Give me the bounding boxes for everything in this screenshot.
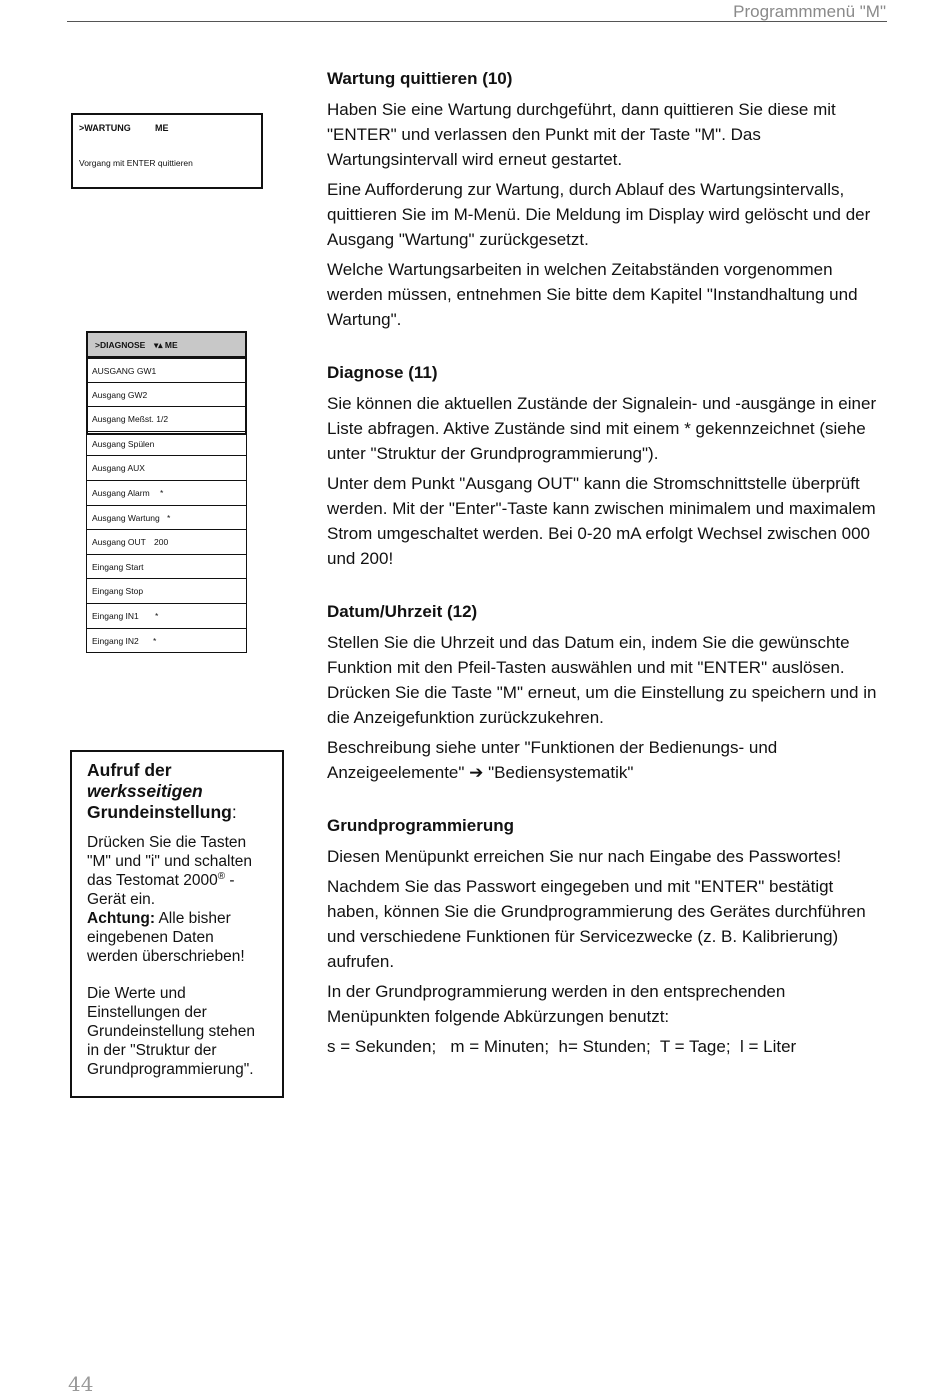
- list-item: [86, 383, 247, 408]
- list-item-label: Ausgang GW2: [92, 389, 148, 400]
- paragraph: Haben Sie eine Wartung durchgeführt, dann quittieren Sie diese mit "ENTER" und verlassen den Punkt mit der Taste "M". Das Wartungsintervall wird erneut gestartet.: [327, 100, 836, 169]
- section-wartung: [327, 66, 887, 332]
- infobox-title-part1: Aufruf der: [87, 760, 172, 780]
- section-heading: Diagnose (11): [327, 363, 438, 382]
- list-item-label: Ausgang OUT: [92, 537, 146, 548]
- list-item-mark: *: [160, 487, 164, 498]
- infobox-para1-text2: - Gerät ein.: [87, 872, 235, 908]
- list-item-label: Ausgang AUX: [92, 463, 145, 474]
- infobox-title-part2: Grundeinstellung: [87, 802, 232, 822]
- list-item-label: Ausgang Wartung: [92, 512, 160, 523]
- paragraph: Welche Wartungsarbeiten in welchen Zeitabständen vorgenommen werden müssen, entnehmen Sie bitte dem Kapitel "Instandhaltung und Wartung".: [327, 260, 858, 329]
- paragraph-text: Beschreibung siehe unter "Funktionen der Bedienungs- und Anzeigeelemente": [327, 738, 778, 782]
- list-item-mark: *: [153, 635, 157, 646]
- paragraph: Eine Aufforderung zur Wartung, durch Ablauf des Wartungsintervalls, quittieren Sie im M-Menü. Die Meldung im Display wird gelöscht und der Ausgang "Wartung" zurückgesetzt.: [327, 180, 871, 249]
- list-item-label: Eingang Start: [92, 561, 144, 572]
- paragraph: s = Sekunden; m = Minuten; h= Stunden; T = Tage; l = Liter: [327, 1037, 797, 1056]
- section-diagnose: [327, 360, 887, 571]
- lcd-diagnose-list: [86, 331, 247, 653]
- list-item-label: AUSGANG GW1: [92, 366, 157, 376]
- paragraph: Diesen Menüpunkt erreichen Sie nur nach Eingabe des Passwortes!: [327, 847, 842, 866]
- list-item: [86, 358, 247, 383]
- section-datum: [327, 599, 887, 785]
- list-item: [86, 555, 247, 580]
- list-item-label: Ausgang Alarm: [92, 487, 150, 498]
- infobox-title: [87, 760, 268, 823]
- paragraph: [327, 735, 887, 785]
- paragraph: In der Grundprogrammierung werden in den entsprechenden Menüpunkten folgende Abkürzungen benutzt:: [327, 982, 786, 1026]
- list-item-label: Ausgang Spülen: [92, 438, 155, 449]
- list-item: [86, 530, 247, 555]
- header-rule: [67, 21, 887, 22]
- list-item: [86, 481, 247, 506]
- lcd-diagnose-header-me: ▾▴ ME: [154, 340, 178, 350]
- section-grundprogrammierung: [327, 813, 887, 1059]
- list-item: [86, 629, 247, 654]
- lcd-wartung-me: ME: [155, 123, 169, 133]
- factory-reset-infobox: [70, 750, 284, 1098]
- list-item: [86, 456, 247, 481]
- list-item-label: Eingang IN2: [92, 635, 139, 646]
- lcd-wartung-display: [71, 113, 263, 189]
- lcd-diagnose-header: [86, 331, 247, 358]
- lcd-wartung-line2: Vorgang mit ENTER quittieren: [79, 158, 193, 168]
- main-text-column: [327, 66, 887, 1087]
- section-heading: Datum/Uhrzeit (12): [327, 602, 478, 621]
- lcd-wartung-line1: [79, 123, 169, 133]
- header-title: Programmmenü "M": [733, 2, 886, 21]
- infobox-warning: [87, 909, 268, 966]
- registered-mark: ®: [217, 870, 226, 882]
- lcd-wartung-label: >WARTUNG: [79, 123, 131, 133]
- infobox-warning-text: Alle bisher eingebenen Daten werden überschrieben!: [87, 910, 245, 965]
- list-item: [86, 604, 247, 629]
- list-item: [86, 579, 247, 604]
- infobox-para1-text: Drücken Sie die Tasten "M" und "i" und schalten das Testomat 2000: [87, 834, 253, 889]
- lcd-diagnose-header-label: >DIAGNOSE: [95, 340, 146, 350]
- list-item-label: Ausgang Meßst. 1/2: [92, 414, 169, 425]
- list-item-label: Eingang IN1: [92, 610, 139, 621]
- list-item-mark: *: [167, 512, 171, 523]
- paragraph: Stellen Sie die Uhrzeit und das Datum ein, indem Sie die gewünschte Funktion mit den Pfeil-Tasten auswählen und mit "ENTER" auslösen. Drücken Sie die Taste "M" erneut, um die Einstellung zu speichern und in die Anzeigefunktion zurückzukehren.: [327, 633, 877, 727]
- paragraph: Sie können die aktuellen Zustände der Signalein- und -ausgänge in einer Liste abfragen. Aktive Zustände sind mit einem * gekennzeichnet (siehe unter "Struktur der Grundprogrammierung").: [327, 394, 877, 463]
- list-item: [86, 432, 247, 457]
- infobox-title-italic: werksseitigen: [87, 781, 203, 801]
- list-item: [86, 407, 247, 432]
- paragraph-text: "Bediensystematik": [483, 763, 634, 782]
- infobox-warning-label: Achtung:: [87, 910, 156, 927]
- arrow-right-icon: ➔: [469, 763, 484, 782]
- list-item-mark: *: [155, 610, 159, 621]
- paragraph: Nachdem Sie das Passwort eingegeben und mit "ENTER" bestätigt haben, können Sie die Grundprogrammierung des Gerätes durchführen und verschiedene Funktionen für Servicezwecke (z. B. Kalibrierung) aufrufen.: [327, 877, 866, 971]
- paragraph: Unter dem Punkt "Ausgang OUT" kann die Stromschnittstelle überprüft werden. Mit der "Enter"-Taste kann zwischen minimalem und maximalem Strom umgeschaltet werden. Bei 0-20 mA erfolgt Wechsel zwischen 000 und 200!: [327, 474, 876, 568]
- infobox-para1: [87, 833, 268, 909]
- infobox-para2: Die Werte und Einstellungen der Grundeinstellung stehen in der "Struktur der Grundprogrammierung".: [87, 985, 256, 1078]
- infobox-title-colon: :: [231, 802, 237, 822]
- section-heading: Grundprogrammierung: [327, 816, 515, 835]
- list-item-mark: 200: [154, 537, 169, 548]
- page-number: 44: [68, 1372, 94, 1396]
- list-item-label: Eingang Stop: [92, 586, 144, 597]
- section-heading: Wartung quittieren (10): [327, 69, 513, 88]
- list-item: [86, 506, 247, 531]
